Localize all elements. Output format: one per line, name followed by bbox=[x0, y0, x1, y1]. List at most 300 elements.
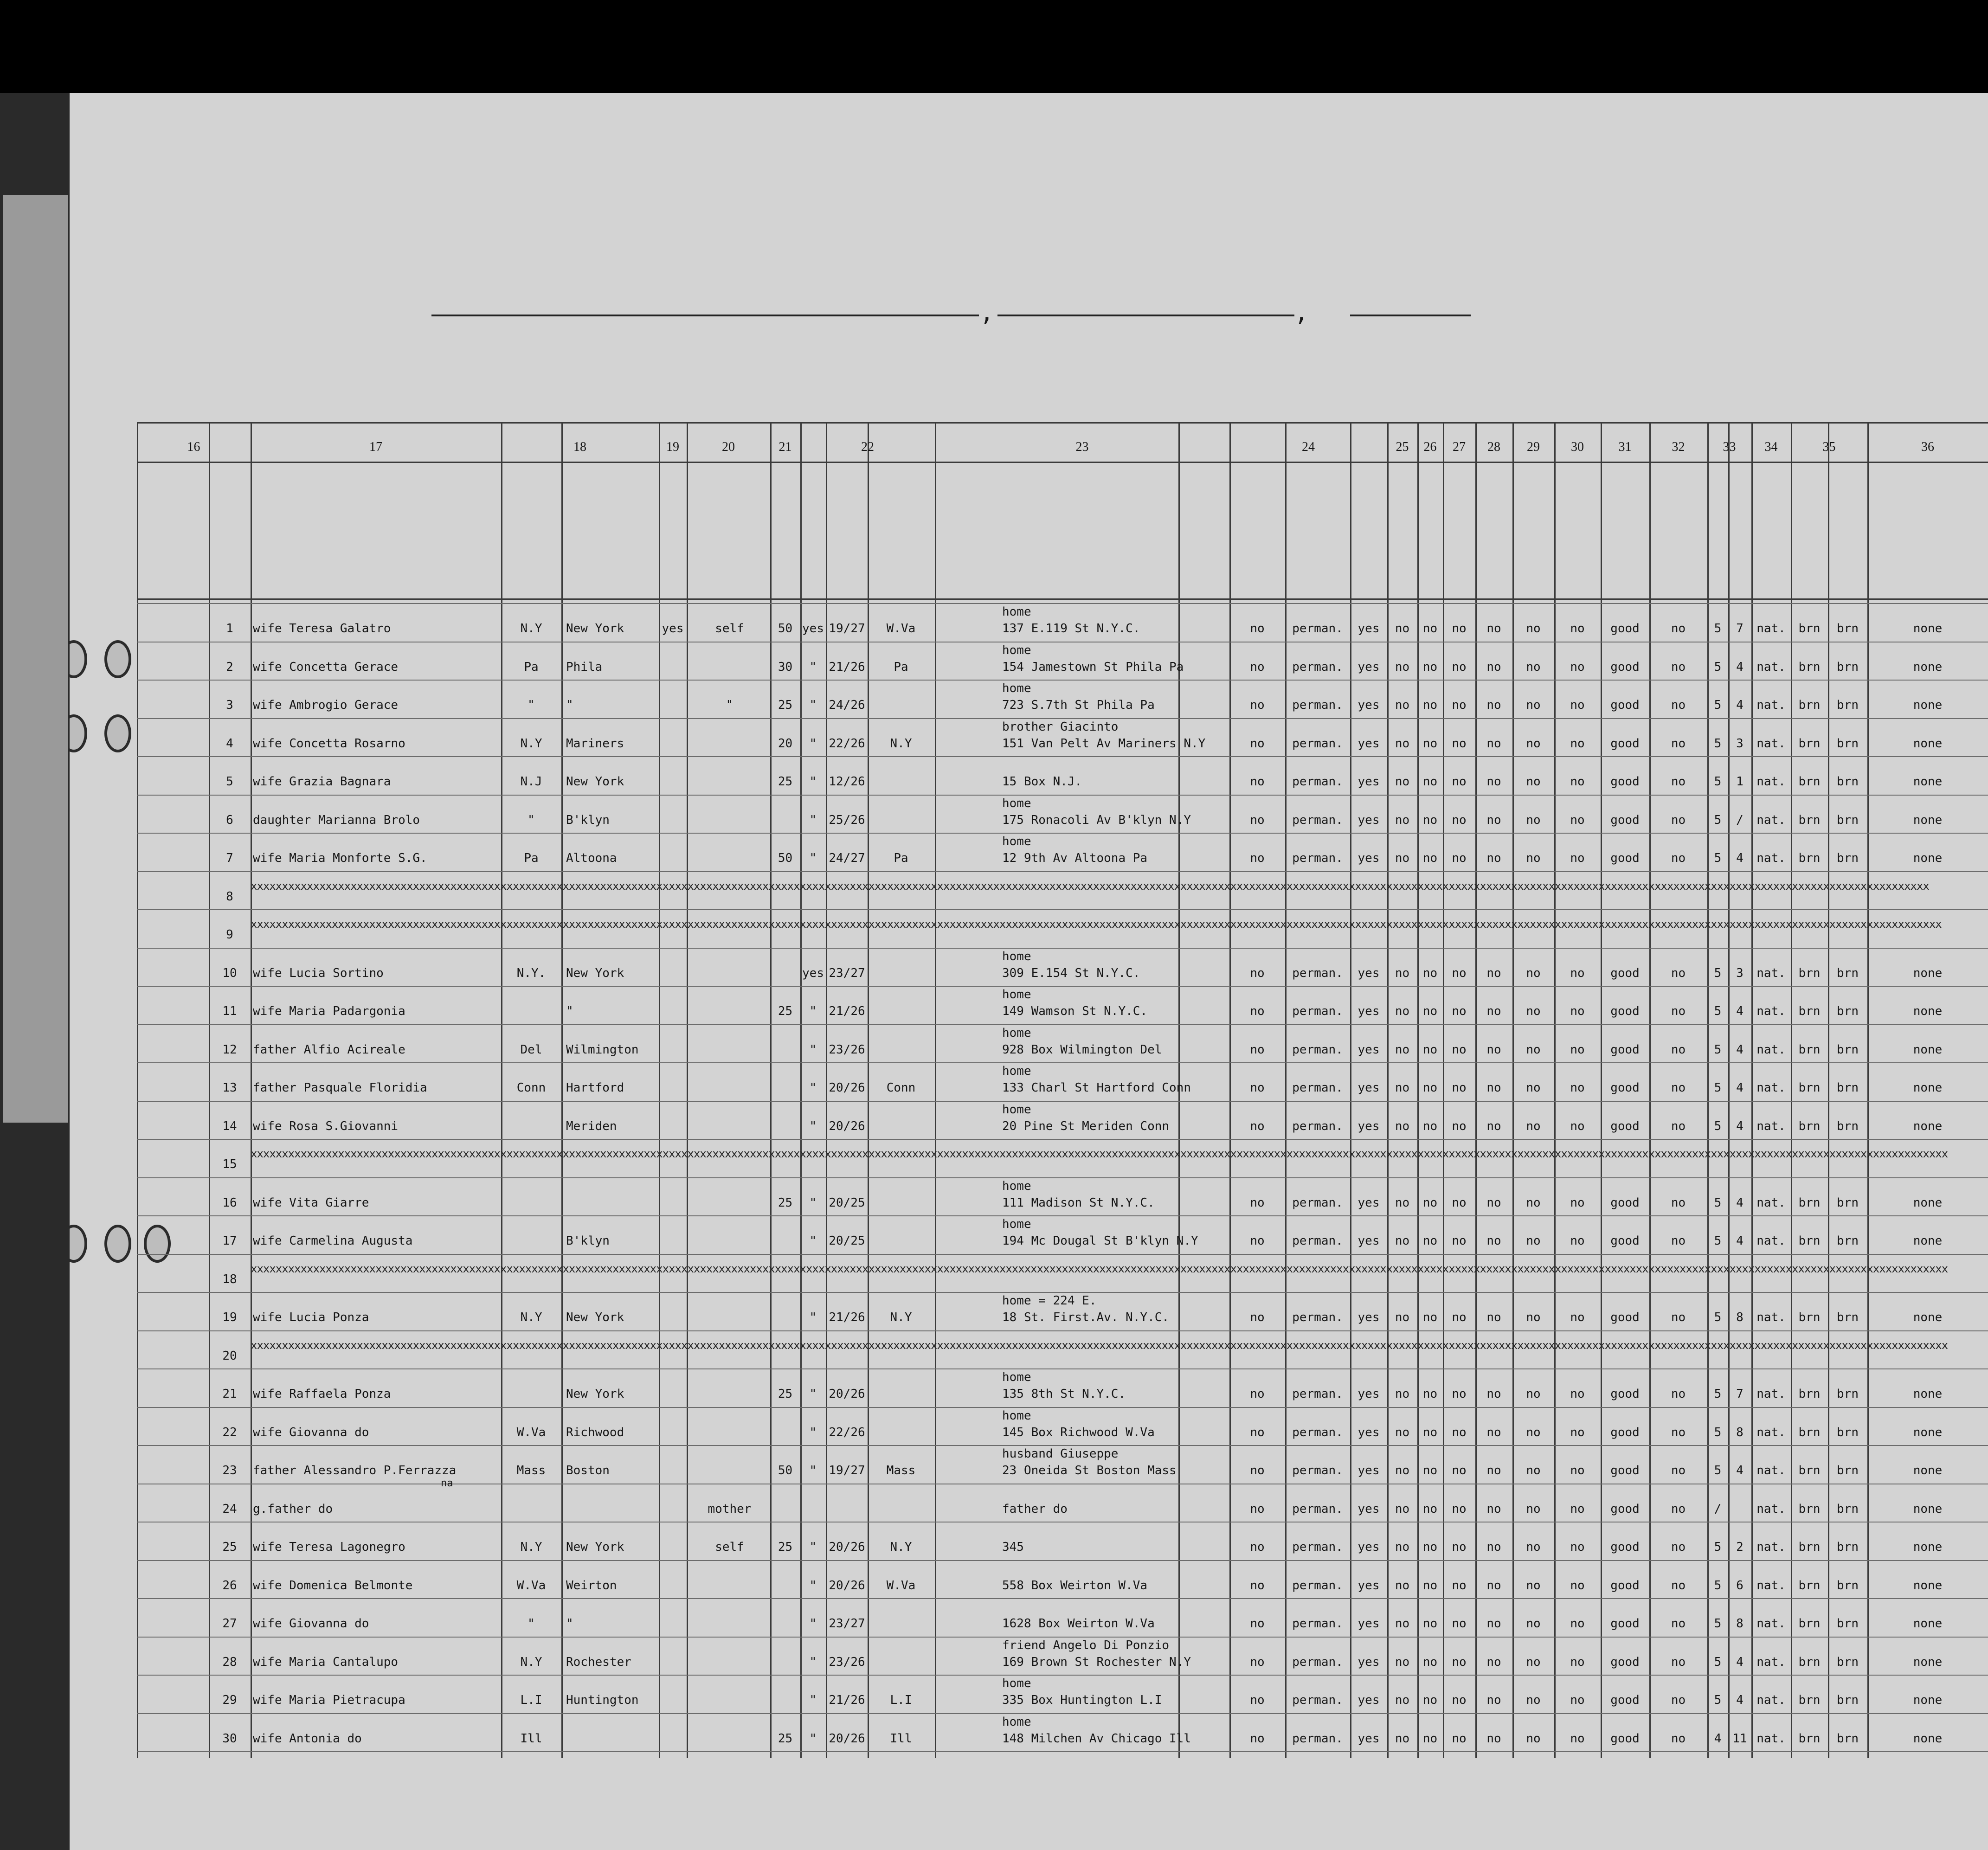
cell-rel: wife Grazia Bagnara bbox=[253, 775, 391, 789]
cell-r24c: yes bbox=[1358, 1042, 1380, 1057]
cell-feet: 5 bbox=[1714, 660, 1722, 674]
cell-r24b: perman. bbox=[1292, 698, 1343, 712]
cell-city: Hartford bbox=[566, 1081, 624, 1095]
cell-relation: husband Giuseppe bbox=[1002, 1447, 1119, 1461]
cell-relation: home bbox=[1002, 1026, 1031, 1040]
cell-relation: home bbox=[1002, 1370, 1031, 1384]
cell-eyes: brn bbox=[1837, 1502, 1859, 1516]
cell-r25: no bbox=[1395, 966, 1410, 980]
cell-cx: nat. bbox=[1756, 1655, 1786, 1669]
cell-r24b: perman. bbox=[1292, 1655, 1343, 1669]
cell-r24c: yes bbox=[1358, 1195, 1380, 1210]
cell-money: 25 bbox=[778, 1387, 793, 1401]
cell-r29: no bbox=[1526, 1119, 1541, 1133]
cell-address: 111 Madison St N.Y.C. bbox=[1002, 1195, 1155, 1210]
cell-years: 21/26 bbox=[829, 1004, 865, 1018]
cell-inches: 7 bbox=[1736, 1387, 1744, 1401]
cell-r29: no bbox=[1526, 851, 1541, 865]
cell-years: 24/26 bbox=[829, 698, 865, 712]
cell-r24c: yes bbox=[1358, 966, 1380, 980]
cell-feet: 5 bbox=[1714, 1042, 1722, 1057]
cell-r26: no bbox=[1422, 1731, 1438, 1746]
cell-feet: 5 bbox=[1714, 966, 1722, 980]
cell-address: 558 Box Weirton W.Va bbox=[1002, 1578, 1148, 1593]
cell-inches: 7 bbox=[1736, 622, 1744, 636]
cell-r27: no bbox=[1452, 1502, 1467, 1516]
cell-r28: no bbox=[1486, 1310, 1501, 1324]
cell-r27: no bbox=[1452, 1540, 1467, 1554]
cell-address: 133 Charl St Hartford Conn bbox=[1002, 1081, 1191, 1095]
cell-before: " bbox=[809, 1081, 817, 1095]
cell-r24c: yes bbox=[1358, 1004, 1380, 1018]
cell-r25: no bbox=[1395, 1464, 1410, 1477]
cell-no: 5 bbox=[226, 775, 233, 789]
cell-marks: none bbox=[1913, 1693, 1943, 1707]
cell-health: good bbox=[1610, 1387, 1640, 1401]
cell-cx: nat. bbox=[1756, 1464, 1786, 1477]
cell-no: 10 bbox=[222, 966, 237, 980]
cell-before: " bbox=[809, 1540, 817, 1554]
cell-r26: no bbox=[1422, 966, 1438, 980]
cell-address: father do bbox=[1002, 1502, 1068, 1516]
cell-address: 149 Wamson St N.Y.C. bbox=[1002, 1004, 1148, 1018]
cell-inches: 11 bbox=[1732, 1731, 1747, 1746]
cell-r24a: no bbox=[1250, 1617, 1265, 1631]
column-number: 34 bbox=[1764, 440, 1778, 454]
cell-rel: wife Concetta Rosarno bbox=[253, 736, 405, 751]
row-rule bbox=[137, 1637, 1988, 1638]
cell-city: New York bbox=[566, 1310, 624, 1324]
cell-hair: brn bbox=[1798, 1617, 1821, 1631]
cell-rel-continuation: na bbox=[441, 1477, 453, 1489]
row-rule bbox=[137, 871, 1988, 872]
cell-marks: none bbox=[1913, 1119, 1943, 1133]
cell-r25: no bbox=[1395, 1425, 1410, 1439]
cell-city: Huntington bbox=[566, 1693, 639, 1707]
cell-r30: no bbox=[1570, 1617, 1585, 1631]
cell-r30: no bbox=[1570, 1387, 1585, 1401]
cell-r24b: perman. bbox=[1292, 1004, 1343, 1018]
cell-rel: wife Raffaela Ponza bbox=[253, 1387, 391, 1401]
cell-paid: mother bbox=[708, 1502, 752, 1516]
cell-r29: no bbox=[1526, 813, 1541, 827]
cell-marks: none bbox=[1913, 1617, 1943, 1631]
cell-feet: 5 bbox=[1714, 698, 1722, 712]
cell-r30: no bbox=[1570, 1731, 1585, 1746]
cell-r27: no bbox=[1452, 1042, 1467, 1057]
cell-address: 18 St. First.Av. N.Y.C. bbox=[1002, 1310, 1170, 1324]
cell-years: 20/26 bbox=[829, 1731, 865, 1746]
cell-r24c: yes bbox=[1358, 660, 1380, 674]
cell-hair: brn bbox=[1798, 698, 1821, 712]
row-rule bbox=[137, 1751, 1988, 1752]
cell-no: 16 bbox=[222, 1195, 237, 1210]
cell-feet: 4 bbox=[1714, 1731, 1722, 1746]
cell-marks: none bbox=[1913, 660, 1943, 674]
cell-city: New York bbox=[566, 1540, 624, 1554]
cell-r24c: yes bbox=[1358, 1310, 1380, 1324]
cell-r24c: yes bbox=[1358, 1693, 1380, 1707]
cell-r27: no bbox=[1452, 1195, 1467, 1210]
cell-city: Phila bbox=[566, 660, 603, 674]
cell-r30: no bbox=[1570, 1502, 1585, 1516]
cell-inches: 6 bbox=[1736, 1578, 1744, 1593]
cell-city: " bbox=[566, 698, 573, 712]
cell-hair: brn bbox=[1798, 1540, 1821, 1554]
cell-before: " bbox=[809, 736, 817, 751]
cell-r29: no bbox=[1526, 1042, 1541, 1057]
cell-r27: no bbox=[1452, 1617, 1467, 1631]
cell-rel: wife Maria Cantalupo bbox=[253, 1655, 399, 1669]
cell-address: 154 Jamestown St Phila Pa bbox=[1002, 660, 1184, 674]
cell-no: 2 bbox=[226, 660, 233, 674]
cell-city: New York bbox=[566, 966, 624, 980]
cell-address: 1628 Box Weirton W.Va bbox=[1002, 1617, 1155, 1631]
cell-paid: " bbox=[726, 698, 733, 712]
cell-r27: no bbox=[1452, 775, 1467, 789]
cell-address: 309 E.154 St N.Y.C. bbox=[1002, 966, 1140, 980]
cell-health: good bbox=[1610, 698, 1640, 712]
cell-inches: 4 bbox=[1736, 1081, 1744, 1095]
cell-inches: 4 bbox=[1736, 1042, 1744, 1057]
cell-r26: no bbox=[1422, 1502, 1438, 1516]
cell-cx: nat. bbox=[1756, 1731, 1786, 1746]
cell-no: 6 bbox=[226, 813, 233, 827]
cell-cx: nat. bbox=[1756, 622, 1786, 636]
cell-r30: no bbox=[1570, 1464, 1585, 1477]
cell-years: 23/27 bbox=[829, 1617, 865, 1631]
cell-cx: nat. bbox=[1756, 1119, 1786, 1133]
cell-no: 21 bbox=[222, 1387, 237, 1401]
cell-state: " bbox=[528, 1617, 535, 1631]
column-number: 23 bbox=[1075, 440, 1089, 454]
cell-hair: brn bbox=[1798, 813, 1821, 827]
cell-r28: no bbox=[1486, 1693, 1501, 1707]
cell-r26: no bbox=[1422, 851, 1438, 865]
cell-deformed: no bbox=[1671, 1310, 1686, 1324]
row-rule bbox=[137, 1713, 1988, 1714]
cell-marks: none bbox=[1913, 622, 1943, 636]
cell-cx: nat. bbox=[1756, 1081, 1786, 1095]
cell-cx: nat. bbox=[1756, 1502, 1786, 1516]
cell-r25: no bbox=[1395, 1617, 1410, 1631]
cell-marks: none bbox=[1913, 851, 1943, 865]
cell-health: good bbox=[1610, 1310, 1640, 1324]
cell-r30: no bbox=[1570, 1234, 1585, 1248]
cell-marks: none bbox=[1913, 1540, 1943, 1554]
cell-cx: nat. bbox=[1756, 1387, 1786, 1401]
cell-r30: no bbox=[1570, 1081, 1585, 1095]
cell-r25: no bbox=[1395, 813, 1410, 827]
grid-vertical-line bbox=[935, 422, 936, 1758]
grid-vertical-line bbox=[501, 422, 502, 1758]
cell-r24a: no bbox=[1250, 1004, 1265, 1018]
cell-rel: g.father do bbox=[253, 1502, 333, 1516]
cell-years: 22/26 bbox=[829, 736, 865, 751]
column-number: 28 bbox=[1487, 440, 1500, 454]
cell-feet: 5 bbox=[1714, 813, 1722, 827]
cell-r28: no bbox=[1486, 1195, 1501, 1210]
cell-r24b: perman. bbox=[1292, 736, 1343, 751]
cell-marks: none bbox=[1913, 1464, 1943, 1477]
cell-marks: none bbox=[1913, 966, 1943, 980]
cell-address: 148 Milchen Av Chicago Ill bbox=[1002, 1731, 1191, 1746]
cell-eyes: brn bbox=[1837, 1387, 1859, 1401]
cell-r25: no bbox=[1395, 1310, 1410, 1324]
cell-deformed: no bbox=[1671, 1081, 1686, 1095]
cell-health: good bbox=[1610, 1578, 1640, 1593]
cell-r29: no bbox=[1526, 1310, 1541, 1324]
cell-deformed: no bbox=[1671, 1617, 1686, 1631]
cell-money: 25 bbox=[778, 1731, 793, 1746]
cell-r27: no bbox=[1452, 1081, 1467, 1095]
cell-r24a: no bbox=[1250, 813, 1265, 827]
cell-r30: no bbox=[1570, 775, 1585, 789]
cell-r30: no bbox=[1570, 1119, 1585, 1133]
cell-paid: self bbox=[715, 622, 744, 636]
cell-city: New York bbox=[566, 775, 624, 789]
cell-deformed: no bbox=[1671, 1693, 1686, 1707]
cell-r29: no bbox=[1526, 1387, 1541, 1401]
cell-inches: 4 bbox=[1736, 1004, 1744, 1018]
cell-no: 22 bbox=[222, 1425, 237, 1439]
cell-city: Weirton bbox=[566, 1578, 617, 1593]
cell-r24a: no bbox=[1250, 1425, 1265, 1439]
cell-r24b: perman. bbox=[1292, 622, 1343, 636]
cell-r28: no bbox=[1486, 1617, 1501, 1631]
cell-relation: home bbox=[1002, 1715, 1031, 1729]
left-page-strip bbox=[0, 93, 70, 1850]
cell-hair: brn bbox=[1798, 1387, 1821, 1401]
row-rule bbox=[137, 1292, 1988, 1293]
cell-r27: no bbox=[1452, 736, 1467, 751]
cell-r26: no bbox=[1422, 1195, 1438, 1210]
cell-money: 20 bbox=[778, 736, 793, 751]
cell-feet: 5 bbox=[1714, 1119, 1722, 1133]
cell-feet: 5 bbox=[1714, 1693, 1722, 1707]
cell-state: W.Va bbox=[516, 1578, 546, 1593]
cell-r28: no bbox=[1486, 966, 1501, 980]
row-number: 8 bbox=[226, 889, 233, 904]
cell-address: 151 Van Pelt Av Mariners N.Y bbox=[1002, 736, 1206, 751]
cell-city: " bbox=[566, 1004, 573, 1018]
cell-r27: no bbox=[1452, 966, 1467, 980]
cell-r24a: no bbox=[1250, 1081, 1265, 1095]
cell-r24a: no bbox=[1250, 1195, 1265, 1210]
cell-city: Rochester bbox=[566, 1655, 631, 1669]
cell-r25: no bbox=[1395, 1655, 1410, 1669]
cell-rel: wife Domenica Belmonte bbox=[253, 1578, 413, 1593]
cell-r24a: no bbox=[1250, 736, 1265, 751]
manifest-sheet: , , 16 17 18 19 20 21 22 23 24 25 26 27 28 29 30 31 32 33 34 35 36 1 wife Teresa Galatro N.Y New York yes self 50 yes 19/27 W.Va no perman. yes no no no no no no good no 5 7 nat. brn brn none home 137 E.119 St N.Y.C. 2 wife Concetta Gerace Pa Phila 30 " 21/26 Pa no perman. yes no no no no no no good no 5 4 nat. brn brn none home 154 Jamestown St Phila Pa 3 wife Ambrogio Gerace " " " 25 " 24/26 no perman. yes no no no no no no good no 5 4 nat. brn brn none home 723 S.7th St Phila Pa 4 wife Concetta Rosarno N.Y Mariners 20 " 22/26 N.Y no perman. yes no no no no no no good no 5 3 nat. brn brn none brother Giacinto 151 Van Pelt Av Mariners N.Y 5 wife Grazia Bagnara N.J New York 25 " 12/26 no perman. yes no no no no no no good no 5 1 nat. brn brn none 15 Box N.J. 6 daughter Marianna Brolo " B'klyn " 25/26 no perman. yes no no no no no no good no 5 / nat. brn brn none home 175 Ronacoli Av B'klyn N.Y 7 wife Maria Monforte S.G. Pa Altoona 50 " 24/27 Pa no perman. yes no no no no no no good no 5 4 nat. brn brn none home 12 9th Av Altoona Pa 8 xxxxxxxxxxxxxxxxxxxxxxxxxxxxxxxxxxxxxxxxxxxxxxxxxxxxxxxxxxxxxxxxxxxxxxxxxxxxxxxxxxxxxxxxxxxxxxxxxxxxxxxxxxxxxxxxxxxxxxxxxxxxxxxxxxxxxxxxxxxxxxxxxxxxxxxxxxxxxxxxxxxxxxxxxxxxxxxxxxxxxxxxxxxxxxxxxxxxxxxxxxxxxxxxxxxxxxxxxxxxxxxxxxxxxxxxxxxxxxxxxxxxxxxxxxxxxxxxxxxxxxxxxxxxx 9 xxxxxxxxxxxxxxxxxxxxxxxxxxxxxxxxxxxxxxxxxxxxxxxxxxxxxxxxxxxxxxxxxxxxxxxxxxxxxxxxxxxxxxxxxxxxxxxxxxxxxxxxxxxxxxxxxxxxxxxxxxxxxxxxxxxxxxxxxxxxxxxxxxxxxxxxxxxxxxxxxxxxxxxxxxxxxxxxxxxxxxxxxxxxxxxxxxxxxxxxxxxxxxxxxxxxxxxxxxxxxxxxxxxxxxxxxxxxxxxxxxxxxxxxxxxxxxxxxxxxxxxxxxxxxxx 10 wife Lucia Sortino N.Y. New York yes 23/27 no perman. yes no no no no no no good no 5 3 nat. brn brn none home 309 E.154 St N.Y.C. 11 wife Maria Padargonia " 25 " 21/26 no perman. yes no no no no no no good no 5 4 nat. brn brn none home 149 Wamson St N.Y.C. 12 father Alfio Acireale Del Wilmington " 23/26 no perman. yes no no no no no no good no 5 4 nat. brn brn none home 928 Box Wilmington Del 13 father Pasquale Floridia Conn Hartford " 20/26 Conn no perman. yes no no no no no no good no 5 4 nat. brn brn none home 133 Charl St Hartford Conn 14 wife Rosa S.Giovanni Meriden " 20/26 no perman. yes no no no no no no good no 5 4 nat. brn brn none home 20 Pine St Meriden Conn 15 xxxxxxxxxxxxxxxxxxxxxxxxxxxxxxxxxxxxxxxxxxxxxxxxxxxxxxxxxxxxxxxxxxxxxxxxxxxxxxxxxxxxxxxxxxxxxxxxxxxxxxxxxxxxxxxxxxxxxxxxxxxxxxxxxxxxxxxxxxxxxxxxxxxxxxxxxxxxxxxxxxxxxxxxxxxxxxxxxxxxxxxxxxxxxxxxxxxxxxxxxxxxxxxxxxxxxxxxxxxxxxxxxxxxxxxxxxxxxxxxxxxxxxxxxxxxxxxxxxxxxxxxxxxxxxxx 16 wife Vita Giarre 25 " 20/25 no perman. yes no no no no no no good no 5 4 nat. brn brn none home 111 Madison St N.Y.C. 17 wife Carmelina Augusta B'klyn " 20/25 no perman. yes no no no no no no good no 5 4 nat. brn brn none home 194 Mc Dougal St B'klyn N.Y 18 xxxxxxxxxxxxxxxxxxxxxxxxxxxxxxxxxxxxxxxxxxxxxxxxxxxxxxxxxxxxxxxxxxxxxxxxxxxxxxxxxxxxxxxxxxxxxxxxxxxxxxxxxxxxxxxxxxxxxxxxxxxxxxxxxxxxxxxxxxxxxxxxxxxxxxxxxxxxxxxxxxxxxxxxxxxxxxxxxxxxxxxxxxxxxxxxxxxxxxxxxxxxxxxxxxxxxxxxxxxxxxxxxxxxxxxxxxxxxxxxxxxxxxxxxxxxxxxxxxxxxxxxxxxxxxxx 19 wife Lucia Ponza N.Y New York " 21/26 N.Y no perman. yes no no no no no no good no 5 8 nat. brn brn none home = 224 E. 18 St. First.Av. N.Y.C. 20 xxxxxxxxxxxxxxxxxxxxxxxxxxxxxxxxxxxxxxxxxxxxxxxxxxxxxxxxxxxxxxxxxxxxxxxxxxxxxxxxxxxxxxxxxxxxxxxxxxxxxxxxxxxxxxxxxxxxxxxxxxxxxxxxxxxxxxxxxxxxxxxxxxxxxxxxxxxxxxxxxxxxxxxxxxxxxxxxxxxxxxxxxxxxxxxxxxxxxxxxxxxxxxxxxxxxxxxxxxxxxxxxxxxxxxxxxxxxxxxxxxxxxxxxxxxxxxxxxxxxxxxxxxxxxxxx 21 wife Raffaela Ponza New York 25 " 20/26 no perman. yes no no no no no no good no 5 7 nat. brn brn none home 135 8th St N.Y.C. 22 wife Giovanna do W.Va Richwood " 22/26 no perman. yes no no no no no no good no 5 8 nat. brn brn none home 145 Box Richwood W.Va 23 father Alessandro P.Ferrazza Mass Boston 50 " 19/27 Mass no perman. yes no no no no no no good no 5 4 nat. brn brn none na husband Giuseppe 23 Oneida St Boston Mass 24 g.father do mother no perman. yes no no no no no no good no / nat. brn brn none father do 25 wife Teresa Lagonegro N.Y New York self 25 " 20/26 N.Y no perman. yes no no no no no no good no 5 2 nat. brn brn none 345 26 wife Domenica Belmonte W.Va Weirton " 20/26 W.Va no perman. yes no no no no no no good no 5 6 nat. brn brn none 558 Box Weirton W.Va 27 wife Giovanna do " " " 23/27 no perman. yes no no no no no no good no 5 8 nat. brn brn none 1628 Box Weirton W.Va 28 wife Maria Cantalupo N.Y Rochester " 23/26 no perman. yes no no no no no no good no 5 4 nat. brn brn none friend Angelo Di Ponzio 169 Brown St Rochester N.Y 29 wife Maria Pietracupa L.I Huntington " 21/26 L.I no perman. yes no no no no no no good no 5 4 nat. brn brn none home 335 Box Huntington L.I 30 wife Antonia do Ill 25 " 20/26 Ill no perman. yes no no no no no no good no 4 11 nat. brn brn none home 148 Milchen Av Chicago Ill bbox=[70, 93, 1988, 1850]
cell-state: " bbox=[528, 698, 535, 712]
cell-rel: wife Concetta Gerace bbox=[253, 660, 399, 674]
cell-no: 29 bbox=[222, 1693, 237, 1707]
cell-r25: no bbox=[1395, 1081, 1410, 1095]
cell-r25: no bbox=[1395, 660, 1410, 674]
cell-relation: home bbox=[1002, 605, 1031, 619]
cell-state: Pa bbox=[524, 660, 539, 674]
cell-marks: none bbox=[1913, 1234, 1943, 1248]
cell-rel: wife Giovanna do bbox=[253, 1617, 369, 1631]
cell-inches: 4 bbox=[1736, 1195, 1744, 1210]
cell-r27: no bbox=[1452, 813, 1467, 827]
cell-r24a: no bbox=[1250, 1655, 1265, 1669]
cell-health: good bbox=[1610, 1655, 1640, 1669]
cell-relation: friend Angelo Di Ponzio bbox=[1002, 1638, 1170, 1652]
cell-feet: 5 bbox=[1714, 851, 1722, 865]
cell-cx: nat. bbox=[1756, 736, 1786, 751]
cell-r30: no bbox=[1570, 1540, 1585, 1554]
cell-hair: brn bbox=[1798, 1655, 1821, 1669]
cell-deformed: no bbox=[1671, 1004, 1686, 1018]
cell-health: good bbox=[1610, 775, 1640, 789]
cell-r27: no bbox=[1452, 698, 1467, 712]
cell-marks: none bbox=[1913, 1578, 1943, 1593]
cell-state: L.I bbox=[520, 1693, 542, 1707]
cell-feet: 5 bbox=[1714, 1540, 1722, 1554]
column-number: 21 bbox=[778, 440, 792, 454]
cell-money: 50 bbox=[778, 851, 793, 865]
cell-before: " bbox=[809, 1731, 817, 1746]
cell-rel: wife Maria Pietracupa bbox=[253, 1693, 405, 1707]
cell-relation: home bbox=[1002, 1179, 1031, 1193]
cell-r25: no bbox=[1395, 698, 1410, 712]
cell-years: 21/26 bbox=[829, 1310, 865, 1324]
cell-years: 24/27 bbox=[829, 851, 865, 865]
cell-hair: brn bbox=[1798, 1310, 1821, 1324]
column-number: 29 bbox=[1527, 440, 1540, 454]
cell-r26: no bbox=[1422, 660, 1438, 674]
cell-relation: home bbox=[1002, 796, 1031, 810]
cell-r29: no bbox=[1526, 660, 1541, 674]
cell-r24c: yes bbox=[1358, 736, 1380, 751]
cell-health: good bbox=[1610, 1042, 1640, 1057]
cell-r26: no bbox=[1422, 1693, 1438, 1707]
column-number: 27 bbox=[1453, 440, 1466, 454]
cell-r26: no bbox=[1422, 1042, 1438, 1057]
cell-r24b: perman. bbox=[1292, 813, 1343, 827]
cell-relation: home bbox=[1002, 681, 1031, 695]
cell-deformed: no bbox=[1671, 1655, 1686, 1669]
cell-r24a: no bbox=[1250, 851, 1265, 865]
cell-r28: no bbox=[1486, 622, 1501, 636]
cell-eyes: brn bbox=[1837, 1693, 1859, 1707]
cell-r25: no bbox=[1395, 851, 1410, 865]
cell-hair: brn bbox=[1798, 622, 1821, 636]
cell-r25: no bbox=[1395, 775, 1410, 789]
cell-r24b: perman. bbox=[1292, 1425, 1343, 1439]
cell-r24a: no bbox=[1250, 698, 1265, 712]
cell-address: 145 Box Richwood W.Va bbox=[1002, 1425, 1155, 1439]
cell-inches: 4 bbox=[1736, 1119, 1744, 1133]
cell-rel: father Alfio Acireale bbox=[253, 1042, 405, 1057]
cell-no: 24 bbox=[222, 1502, 237, 1516]
cell-health: good bbox=[1610, 622, 1640, 636]
row-rule bbox=[137, 795, 1988, 796]
cell-r25: no bbox=[1395, 1502, 1410, 1516]
cell-rel: wife Maria Padargonia bbox=[253, 1004, 405, 1018]
cell-before: " bbox=[809, 1004, 817, 1018]
cell-years: 19/27 bbox=[829, 1464, 865, 1477]
cell-cx: nat. bbox=[1756, 1042, 1786, 1057]
grid-vertical-line bbox=[137, 422, 138, 1758]
cell-health: good bbox=[1610, 966, 1640, 980]
cell-r26: no bbox=[1422, 622, 1438, 636]
cell-address: 12 9th Av Altoona Pa bbox=[1002, 851, 1148, 865]
column-number: 20 bbox=[722, 440, 735, 454]
cell-health: good bbox=[1610, 1617, 1640, 1631]
cell-r24a: no bbox=[1250, 966, 1265, 980]
cell-r28: no bbox=[1486, 1042, 1501, 1057]
cell-eyes: brn bbox=[1837, 698, 1859, 712]
cell-city: Altoona bbox=[566, 851, 617, 865]
cell-address: 175 Ronacoli Av B'klyn N.Y bbox=[1002, 813, 1191, 827]
cell-relation: home bbox=[1002, 1064, 1031, 1078]
cell-r29: no bbox=[1526, 1425, 1541, 1439]
cell-r24b: perman. bbox=[1292, 1502, 1343, 1516]
cell-r24c: yes bbox=[1358, 813, 1380, 827]
cell-hair: brn bbox=[1798, 1081, 1821, 1095]
cell-r27: no bbox=[1452, 851, 1467, 865]
column-number: 33 bbox=[1723, 440, 1736, 454]
cell-r29: no bbox=[1526, 966, 1541, 980]
column-number: 17 bbox=[369, 440, 382, 454]
crossed-out-entry: xxxxxxxxxxxxxxxxxxxxxxxxxxxxxxxxxxxxxxxxxxxxxxxxxxxxxxxxxxxxxxxxxxxxxxxxxxxxxxxxxxxxxxxxxxxxxxxxxxxxxxxxxxxxxxxxxxxxxxxxxxxxxxxxxxxxxxxxxxxxxxxxxxxxxxxxxxxxxxxxxxxxxxxxxxxxxxxxxxxxxxxxxxxxxxxxxxxxxxxxxxxxxxxxxxxxxxxxxxxxxxxxxxxxxxxxxxxxxxxxxxxxxxxxxxxxxxxxxxxxxxxxxxxxxxx bbox=[251, 918, 1942, 931]
cell-eyes: brn bbox=[1837, 1464, 1859, 1477]
cell-relation: home bbox=[1002, 1408, 1031, 1423]
column-number: 16 bbox=[187, 440, 200, 454]
cell-no: 11 bbox=[222, 1004, 237, 1018]
cell-r27: no bbox=[1452, 622, 1467, 636]
cell-money: 50 bbox=[778, 1464, 793, 1477]
cell-state: N.Y bbox=[520, 1310, 542, 1324]
cell-cx: nat. bbox=[1756, 1310, 1786, 1324]
cell-no: 23 bbox=[222, 1464, 237, 1477]
cell-r27: no bbox=[1452, 1004, 1467, 1018]
cell-before: yes bbox=[802, 966, 824, 980]
cell-r30: no bbox=[1570, 1310, 1585, 1324]
cell-cx: nat. bbox=[1756, 1234, 1786, 1248]
cell-rel: wife Rosa S.Giovanni bbox=[253, 1119, 399, 1133]
cell-r24a: no bbox=[1250, 1119, 1265, 1133]
cell-hair: brn bbox=[1798, 1464, 1821, 1477]
cell-r26: no bbox=[1422, 736, 1438, 751]
cell-relation: home bbox=[1002, 949, 1031, 964]
cell-marks: none bbox=[1913, 1425, 1943, 1439]
cell-r24b: perman. bbox=[1292, 1081, 1343, 1095]
cell-marks: none bbox=[1913, 736, 1943, 751]
cell-relation: home bbox=[1002, 988, 1031, 1002]
cell-eyes: brn bbox=[1837, 1655, 1859, 1669]
cell-r26: no bbox=[1422, 1081, 1438, 1095]
cell-r30: no bbox=[1570, 660, 1585, 674]
cell-r24c: yes bbox=[1358, 1081, 1380, 1095]
cell-r24a: no bbox=[1250, 1578, 1265, 1593]
cell-money: 25 bbox=[778, 1004, 793, 1018]
cell-where: Mass bbox=[886, 1464, 916, 1477]
cell-r29: no bbox=[1526, 698, 1541, 712]
cell-feet: 5 bbox=[1714, 1425, 1722, 1439]
cell-r24c: yes bbox=[1358, 775, 1380, 789]
cell-r24c: yes bbox=[1358, 698, 1380, 712]
cell-city: Meriden bbox=[566, 1119, 617, 1133]
column-number: 22 bbox=[861, 440, 874, 454]
cell-r24a: no bbox=[1250, 1042, 1265, 1057]
cell-r29: no bbox=[1526, 1731, 1541, 1746]
cell-relation: brother Giacinto bbox=[1002, 719, 1119, 734]
cell-health: good bbox=[1610, 1540, 1640, 1554]
